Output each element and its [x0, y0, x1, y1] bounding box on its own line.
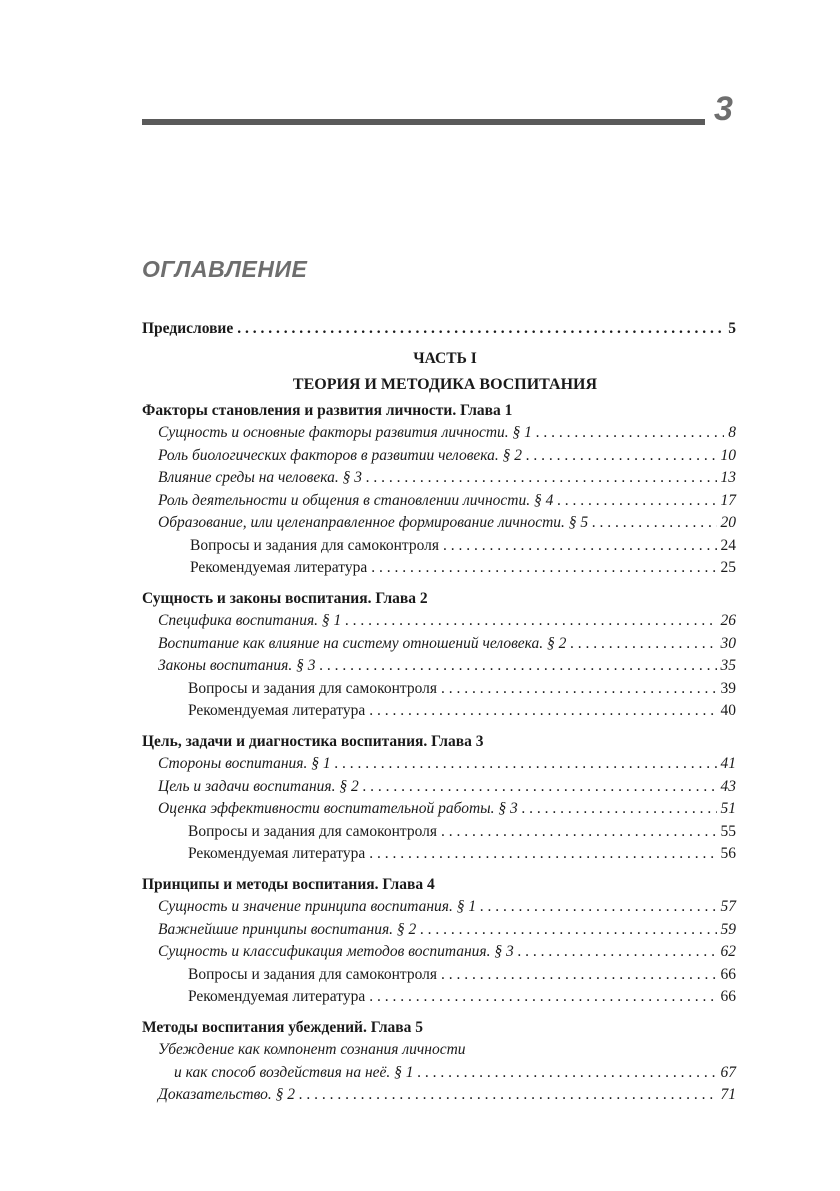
toc-entry-questions[interactable]: [142, 535, 736, 558]
dot-leader: [369, 843, 716, 866]
toc-entry-preface[interactable]: [142, 318, 736, 341]
entry-title: Важнейшие принципы воспитания. § 2: [158, 920, 417, 938]
entry-page: 35: [720, 657, 736, 674]
entry-title: Вопросы и задания для самоконтроля: [188, 679, 438, 697]
entry-page: 8: [728, 424, 736, 441]
entry-page: 71: [720, 1086, 736, 1103]
entry-title: Роль деятельности и общения в становлении личности. § 4: [158, 491, 554, 509]
chapter-block: [142, 588, 736, 723]
entry-page: 62: [720, 943, 736, 960]
toc-entry[interactable]: [142, 655, 736, 678]
chapter-title[interactable]: Принципы и методы воспитания. Глава 4: [142, 875, 435, 893]
dot-leader: [369, 700, 716, 723]
part-label: ЧАСТЬ I: [413, 349, 477, 367]
entry-page: 20: [720, 514, 736, 531]
entry-title: Вопросы и задания для самоконтроля: [190, 536, 440, 554]
toc-entry[interactable]: [142, 633, 736, 656]
entry-page: 17: [720, 491, 736, 509]
entry-title: Специфика воспитания. § 1: [158, 612, 342, 629]
chapter-block: [142, 400, 736, 580]
entry-title: Законы воспитания. § 3: [158, 657, 316, 674]
entry-page: 55: [720, 822, 736, 840]
entry-page: 5: [728, 320, 736, 337]
entry-page: 24: [720, 536, 736, 554]
entry-page: 30: [720, 634, 736, 652]
toc-entry-line[interactable]: Убеждение как компонент сознания личности: [158, 1041, 466, 1058]
dot-leader: [369, 986, 716, 1009]
entry-title: Цель и задачи воспитания. § 2: [158, 777, 359, 795]
entry-title: Воспитание как влияние на систему отношений человека. § 2: [158, 634, 567, 652]
entry-title: Сущность и классификация методов воспитания. § 3: [158, 943, 514, 960]
entry-title: Образование, или целенаправленное формирование личности. § 5: [158, 514, 589, 531]
entry-page: 66: [720, 965, 736, 983]
entry-title: и как способ воздействия на неё. § 1: [174, 1063, 414, 1081]
entry-title: Вопросы и задания для самоконтроля: [188, 965, 438, 983]
dot-leader: [319, 655, 716, 678]
dot-leader: [441, 821, 716, 844]
toc-entry-literature[interactable]: [142, 986, 736, 1009]
entry-title: Влияние среды на человека. § 3: [158, 469, 362, 486]
chapter-block: [142, 731, 736, 866]
entry-title: Рекомендуемая литература: [188, 702, 366, 719]
toc-entry-literature[interactable]: [142, 700, 736, 723]
toc-entry[interactable]: [142, 896, 736, 919]
toc-entry[interactable]: [142, 1062, 736, 1085]
header-rule: [142, 119, 705, 125]
toc-entry[interactable]: [142, 422, 736, 445]
toc-entry[interactable]: [142, 467, 736, 490]
toc-entry-questions[interactable]: [142, 821, 736, 844]
chapter-title[interactable]: Сущность и законы воспитания. Глава 2: [142, 589, 428, 607]
table-of-contents: [142, 318, 736, 1115]
entry-page: 39: [720, 679, 736, 697]
toc-entry[interactable]: [142, 919, 736, 942]
page-number: 3: [714, 90, 733, 128]
dot-leader: [526, 445, 716, 468]
dot-leader: [335, 753, 717, 776]
entry-page: 57: [720, 898, 736, 915]
chapter-title[interactable]: Факторы становления и развития личности. Глава 1: [142, 401, 513, 419]
dot-leader: [237, 318, 724, 341]
entry-page: 41: [720, 755, 736, 772]
toc-entry-literature[interactable]: [142, 557, 736, 580]
entry-title: Оценка эффективности воспитательной работы. § 3: [158, 800, 518, 817]
toc-entry-questions[interactable]: [142, 678, 736, 701]
toc-entry[interactable]: [142, 445, 736, 468]
toc-entry[interactable]: [142, 610, 736, 633]
part-title: ТЕОРИЯ И МЕТОДИКА ВОСПИТАНИЯ: [292, 376, 598, 393]
dot-leader: [536, 422, 724, 445]
dot-leader: [418, 1062, 717, 1085]
chapter-block: [142, 874, 736, 1009]
entry-page: 67: [720, 1063, 736, 1081]
toc-entry-literature[interactable]: [142, 843, 736, 866]
chapter-title[interactable]: Цель, задачи и диагностика воспитания. Глава 3: [142, 732, 484, 750]
dot-leader: [345, 610, 716, 633]
dot-leader: [480, 896, 716, 919]
entry-title: Сущность и основные факторы развития личности. § 1: [158, 424, 532, 441]
dot-leader: [522, 798, 717, 821]
dot-leader: [518, 941, 717, 964]
entry-page: 10: [720, 446, 736, 464]
entry-title: Роль биологических факторов в развитии человека. § 2: [158, 446, 523, 464]
entry-title: Рекомендуемая литература: [190, 559, 368, 576]
toc-entry[interactable]: [142, 490, 736, 513]
entry-title: Доказательство. § 2: [158, 1086, 295, 1103]
toc-entry-questions[interactable]: [142, 964, 736, 987]
entry-title: Рекомендуемая литература: [188, 988, 366, 1005]
entry-page: 66: [720, 988, 736, 1005]
chapter-title[interactable]: Методы воспитания убеждений. Глава 5: [142, 1018, 424, 1036]
chapter-block: [142, 1017, 736, 1107]
toc-entry[interactable]: [142, 1084, 736, 1107]
entry-title: Вопросы и задания для самоконтроля: [188, 822, 438, 840]
dot-leader: [441, 678, 716, 701]
toc-entry[interactable]: [142, 941, 736, 964]
toc-entry[interactable]: [142, 753, 736, 776]
entry-page: 13: [720, 469, 736, 486]
dot-leader: [557, 490, 716, 513]
dot-leader: [441, 964, 716, 987]
toc-entry[interactable]: [142, 798, 736, 821]
toc-title: ОГЛАВЛЕНИЕ: [142, 256, 308, 282]
entry-page: 43: [720, 777, 736, 795]
dot-leader: [570, 633, 716, 656]
toc-entry[interactable]: [142, 512, 736, 535]
entry-page: 56: [720, 845, 736, 862]
entry-page: 25: [720, 559, 736, 576]
dot-leader: [366, 467, 717, 490]
dot-leader: [592, 512, 716, 535]
entry-page: 40: [720, 702, 736, 719]
entry-title: Стороны воспитания. § 1: [158, 755, 331, 772]
dot-leader: [299, 1084, 717, 1107]
entry-title: Предисловие: [142, 320, 234, 337]
dot-leader: [420, 919, 716, 942]
entry-page: 59: [720, 920, 736, 938]
dot-leader: [443, 535, 716, 558]
entry-title: Сущность и значение принципа воспитания. § 1: [158, 898, 477, 915]
dot-leader: [371, 557, 716, 580]
entry-page: 51: [720, 800, 736, 817]
dot-leader: [363, 776, 717, 799]
entry-title: Рекомендуемая литература: [188, 845, 366, 862]
toc-entry[interactable]: [142, 776, 736, 799]
entry-page: 26: [720, 612, 736, 629]
